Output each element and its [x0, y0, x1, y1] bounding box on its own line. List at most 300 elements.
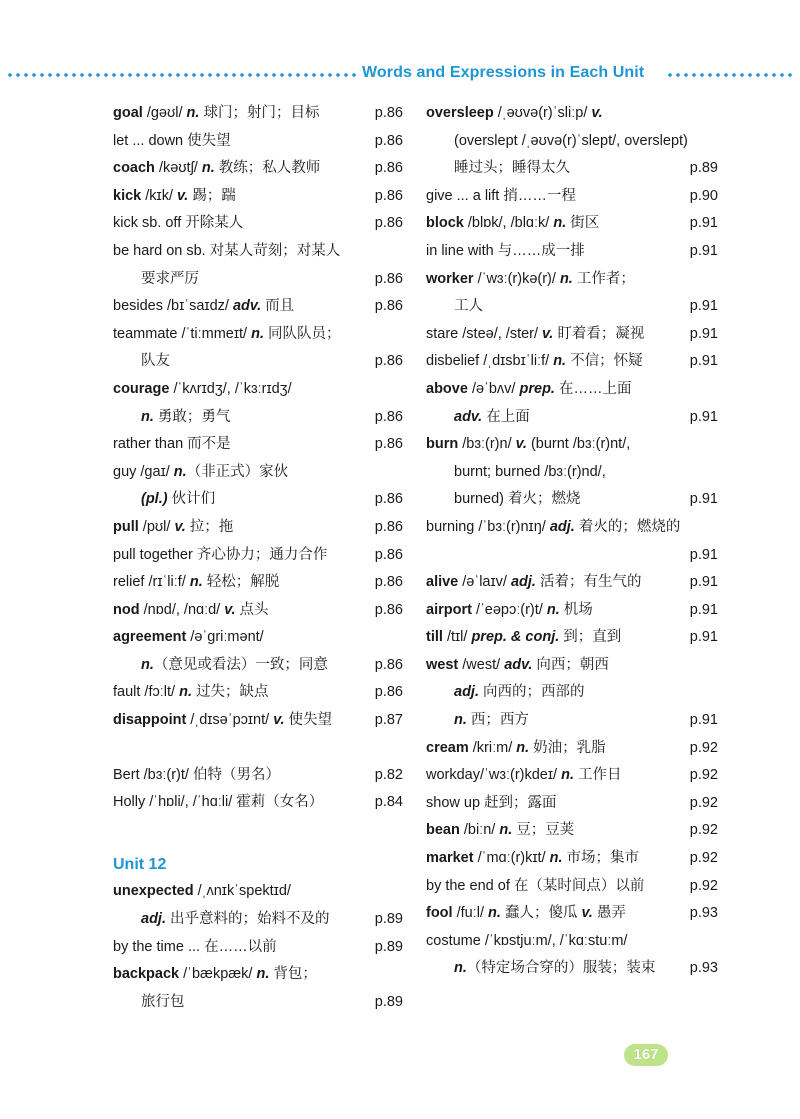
headword: disappoint	[113, 712, 187, 729]
entry-continuation-line	[426, 679, 718, 707]
entry-text: /tɪl/	[442, 629, 472, 646]
vocabulary-entry	[426, 624, 718, 652]
entry-text: 同队队员；	[264, 325, 341, 342]
vocabulary-entry	[426, 928, 718, 983]
headword: backpack	[113, 966, 180, 983]
headword: bean	[426, 822, 460, 839]
entry-text: 旅行包	[141, 993, 185, 1010]
vocabulary-entry	[113, 679, 403, 707]
entry-continuation-line	[426, 707, 718, 735]
part-of-speech: n.	[201, 160, 215, 177]
page-reference: p.91	[689, 215, 718, 232]
entry-line	[113, 431, 403, 459]
part-of-speech: n.	[553, 215, 567, 232]
page-reference: p.86	[374, 160, 403, 177]
entry-continuation-line	[426, 955, 718, 983]
headword: nod	[113, 601, 140, 618]
page-reference: p.86	[374, 215, 403, 232]
part-of-speech: n.	[454, 960, 467, 977]
page-reference: p.86	[374, 353, 403, 370]
entry-text: show up 赶到；露面	[426, 794, 557, 811]
part-of-speech: n.	[499, 822, 513, 839]
headword: coach	[113, 160, 155, 177]
part-of-speech: v.	[224, 601, 236, 618]
entry-line	[113, 459, 403, 487]
page-reference: p.86	[374, 187, 403, 204]
entry-text: stare /steə/, /ster/	[426, 325, 543, 342]
entry-text: 机场	[559, 601, 593, 618]
part-of-speech: n.	[173, 463, 187, 480]
page-reference: p.91	[689, 242, 718, 259]
page-reference: p.84	[374, 794, 403, 811]
part-of-speech: (pl.)	[141, 491, 168, 508]
headword: burn	[426, 436, 459, 453]
headword: courage	[113, 380, 170, 397]
entry-text: 工作日	[573, 767, 622, 784]
entry-continuation-line	[426, 293, 718, 321]
entry-continuation-line	[426, 486, 718, 514]
entry-text: 街区	[566, 215, 600, 232]
vocabulary-entry	[113, 459, 403, 514]
vocabulary-entry	[426, 266, 718, 321]
entry-text: 到；直到	[559, 629, 622, 646]
entry-text: by the end of 在（某时间点）以前	[426, 877, 645, 894]
entry-text: /ɡəʊl/	[142, 105, 187, 121]
headword: till	[426, 629, 443, 646]
entry-text: Bert /bɜː(r)t/ 伯特（男名）	[113, 766, 280, 783]
vocabulary-entry	[113, 210, 403, 238]
entry-text: by the time ... 在……以前	[113, 938, 277, 955]
entry-text: burnt; burned /bɜː(r)nd/,	[454, 463, 606, 480]
entry-text: besides /bɪˈsaɪdz/	[113, 298, 233, 315]
vocabulary-entry	[113, 878, 403, 933]
entry-text: 伙计们	[167, 491, 216, 508]
entry-text: fault /fɔːlt/	[113, 684, 180, 701]
part-of-speech: v.	[273, 712, 285, 729]
entry-line	[113, 679, 403, 707]
entry-text: （意见或看法）一致；同意	[153, 656, 328, 673]
entry-text: 工作者；	[572, 270, 635, 287]
part-of-speech: n.	[141, 408, 154, 425]
part-of-speech: n.	[189, 574, 203, 591]
vocabulary-entry	[113, 707, 403, 735]
entry-text: 着火的；燃烧的	[574, 518, 681, 535]
entry-text: /ˌəʊvə(r)ˈsliːp/	[493, 105, 592, 121]
entry-text: 工人	[454, 298, 483, 315]
entry-line	[113, 321, 403, 349]
part-of-speech: adj.	[549, 518, 575, 535]
part-of-speech: v.	[591, 105, 603, 121]
page-reference: p.92	[689, 739, 718, 756]
entry-continuation-line	[113, 404, 403, 432]
entry-text: /əˈbʌv/	[467, 380, 520, 397]
entry-continuation-line	[426, 404, 718, 432]
entry-text: rather than 而不是	[113, 436, 231, 453]
entry-line	[113, 210, 403, 238]
vocabulary-entry	[426, 238, 718, 266]
headword: worker	[426, 270, 474, 287]
part-of-speech: n.	[549, 850, 563, 867]
entry-line	[113, 542, 403, 570]
entry-line	[113, 293, 403, 321]
vocabulary-entry	[426, 569, 718, 597]
entry-text: 愚弄	[592, 905, 626, 922]
headword: kick	[113, 187, 142, 204]
header-dotted-rule-right	[666, 73, 794, 77]
entry-text: /əˈlaɪv/	[458, 574, 511, 591]
page-reference: p.91	[689, 408, 718, 425]
vocabulary-entry	[113, 542, 403, 570]
entry-continuation-line	[113, 989, 403, 1017]
part-of-speech: adj.	[510, 574, 536, 591]
entry-text: burned) 着火；燃烧	[454, 491, 581, 508]
entry-text: guy /ɡaɪ/	[113, 463, 174, 480]
entry-text: Holly /ˈhɒli/, /ˈhɑːli/ 霍莉（女名）	[113, 794, 324, 811]
entry-line	[113, 183, 403, 211]
entry-text: 活着；有生气的	[535, 574, 642, 591]
vocabulary-entry	[426, 900, 718, 928]
vocabulary-entry	[113, 321, 403, 376]
headword: alive	[426, 574, 459, 591]
entry-line	[426, 735, 718, 763]
vocabulary-entry	[426, 597, 718, 625]
entry-text: 教练；私人教师	[214, 160, 321, 177]
entry-text: /ˈbækpæk/	[179, 966, 257, 983]
entry-text: costume /ˈkɒstjuːm/, /ˈkɑːstuːm/	[426, 932, 628, 949]
section-spacer	[113, 735, 403, 762]
part-of-speech: adv.	[454, 408, 483, 425]
page-reference: p.86	[374, 105, 403, 121]
entry-line	[113, 707, 403, 735]
entry-text: （特定场合穿的）服装；装束	[466, 960, 656, 977]
entry-text: 奶油；乳脂	[529, 739, 606, 756]
page-reference: p.86	[374, 574, 403, 591]
page-reference: p.91	[689, 574, 718, 591]
entry-text: /ˈeəpɔː(r)t/	[471, 601, 547, 618]
entry-line	[426, 624, 718, 652]
entry-text: /nɒd/, /nɑːd/	[139, 601, 225, 618]
headword: west	[426, 656, 459, 673]
page-reference: p.92	[689, 877, 718, 894]
entry-text: 而且	[261, 298, 295, 315]
entry-line	[426, 183, 718, 211]
page-reference: p.86	[374, 601, 403, 618]
vocabulary-entry	[113, 624, 403, 679]
vocabulary-entry	[113, 789, 403, 817]
entry-line	[426, 762, 718, 790]
entry-line	[426, 431, 718, 459]
part-of-speech: adv.	[504, 656, 533, 673]
headword: cream	[426, 739, 469, 756]
entry-text: kick sb. off 开除某人	[113, 215, 244, 232]
vocabulary-entry	[113, 431, 403, 459]
entry-line	[113, 624, 403, 652]
headword: agreement	[113, 629, 187, 646]
page-reference: p.86	[374, 132, 403, 149]
part-of-speech: v.	[174, 518, 186, 535]
entry-text: 拉；拖	[185, 518, 234, 535]
page-reference: p.91	[689, 629, 718, 646]
part-of-speech: prep. & conj.	[471, 629, 560, 646]
vocabulary-entry	[426, 321, 718, 349]
entry-text: 点头	[235, 601, 269, 618]
part-of-speech: v.	[177, 187, 189, 204]
entry-text: in line with 与……成一排	[426, 242, 585, 259]
entry-text: /ˈkʌrɪdʒ/, /ˈkɜːrɪdʒ/	[169, 380, 292, 397]
vocabulary-entry	[426, 183, 718, 211]
page-reference: p.89	[689, 160, 718, 177]
vocabulary-entry	[113, 155, 403, 183]
part-of-speech: n.	[488, 905, 501, 922]
entry-continuation-line	[426, 155, 718, 183]
entry-line	[426, 100, 718, 128]
vocabulary-entry	[113, 934, 403, 962]
vocabulary-entry	[113, 183, 403, 211]
entry-line	[426, 597, 718, 625]
page-reference: p.82	[374, 766, 403, 783]
entry-line	[426, 376, 718, 404]
header-dotted-rule-left	[6, 73, 358, 77]
vocabulary-entry	[113, 514, 403, 542]
entry-line	[113, 128, 403, 156]
entry-line	[113, 878, 403, 906]
headword: market	[426, 850, 474, 867]
entry-text: /ˌdɪsəˈpɔɪnt/	[186, 712, 274, 729]
entry-text: /kriːm/	[468, 739, 517, 756]
page-reference: p.86	[374, 491, 403, 508]
entry-text: /west/	[458, 656, 505, 673]
entry-text: 球门；射门；目标	[199, 105, 320, 121]
entry-text: 使失望	[284, 712, 333, 729]
entry-text: /pʊl/	[138, 518, 175, 535]
page-reference: p.89	[374, 938, 403, 955]
entry-line	[426, 238, 718, 266]
part-of-speech: adj.	[454, 684, 479, 701]
entry-text: /ˈmɑː(r)kɪt/	[473, 850, 550, 867]
entry-line	[113, 961, 403, 989]
entry-text: let ... down 使失望	[113, 132, 231, 149]
page-reference: p.87	[374, 712, 403, 729]
headword: above	[426, 380, 468, 397]
entry-text: give ... a lift 捎……一程	[426, 187, 576, 204]
entry-text: /ˌʌnɪkˈspektɪd/	[193, 883, 291, 900]
page-reference: p.86	[374, 270, 403, 287]
page-reference: p.92	[689, 850, 718, 867]
entry-text: 勇敢；勇气	[153, 408, 231, 425]
page-reference: p.92	[689, 822, 718, 839]
entry-line	[113, 934, 403, 962]
entry-text: 轻松；解脱	[202, 574, 280, 591]
entry-text: (overslept /ˌəʊvə(r)ˈslept/, overslept)	[454, 132, 688, 149]
part-of-speech: n.	[141, 656, 154, 673]
part-of-speech: n.	[561, 767, 574, 784]
entry-text: 过失；缺点	[191, 684, 269, 701]
entry-text: teammate /ˈtiːmmeɪt/	[113, 325, 252, 342]
entry-text: 在上面	[482, 408, 530, 425]
part-of-speech: adv.	[232, 298, 262, 315]
entry-line	[426, 845, 718, 873]
entry-line	[113, 376, 403, 404]
part-of-speech: n.	[559, 270, 573, 287]
vocabulary-entry	[113, 376, 403, 431]
page-reference: p.93	[689, 960, 718, 977]
part-of-speech: n.	[553, 353, 567, 370]
entry-text: 踢；踹	[188, 187, 236, 204]
entry-continuation-line	[426, 459, 718, 487]
part-of-speech: n.	[256, 966, 270, 983]
vocabulary-entry	[426, 376, 718, 431]
part-of-speech: n.	[186, 105, 200, 121]
entry-line	[426, 900, 718, 928]
entry-line	[426, 210, 718, 238]
vocabulary-entry	[426, 790, 718, 818]
entry-text: 出乎意料的；始料不及的	[165, 911, 330, 928]
entry-continuation-line	[113, 906, 403, 934]
unit-heading: Unit 12	[113, 855, 167, 873]
headword: oversleep	[426, 105, 494, 121]
entry-line	[113, 100, 403, 128]
entry-text: workday/ˈwɜː(r)kdeɪ/	[426, 767, 562, 784]
part-of-speech: n.	[546, 601, 560, 618]
vocabulary-entry	[113, 569, 403, 597]
page-reference: p.91	[689, 325, 718, 342]
vocabulary-entry	[113, 128, 403, 156]
entry-line	[426, 817, 718, 845]
entry-text: 睡过头；睡得太久	[454, 160, 570, 177]
page-reference: p.91	[689, 298, 718, 315]
page-reference: p.93	[689, 905, 718, 922]
vocabulary-entry	[426, 873, 718, 901]
page-reference: p.89	[374, 993, 403, 1010]
entry-line	[426, 790, 718, 818]
entry-text: /əˈɡriːmənt/	[186, 629, 264, 646]
entry-continuation-line	[113, 348, 403, 376]
entry-line	[426, 652, 718, 680]
entry-text: 盯着看；凝视	[553, 325, 645, 342]
entry-text: 队友	[141, 353, 170, 370]
page-reference: p.92	[689, 767, 718, 784]
entry-text: 在……上面	[554, 380, 632, 397]
page-reference: p.86	[374, 436, 403, 453]
vocabulary-entry	[113, 762, 403, 790]
entry-text: be hard on sb. 对某人苛刻；对某人	[113, 242, 341, 259]
page-reference: p.91	[689, 353, 718, 370]
entry-line	[426, 928, 718, 956]
entry-text: /ˈwɜː(r)kə(r)/	[473, 270, 560, 287]
vocabulary-entry	[113, 100, 403, 128]
entry-line	[426, 321, 718, 349]
part-of-speech: prep.	[519, 380, 555, 397]
entry-line	[113, 569, 403, 597]
entry-text: /blɒk/, /blɑːk/	[463, 215, 554, 232]
vocabulary-entry	[113, 238, 403, 293]
entry-text: （非正式）家伙	[186, 463, 289, 480]
entry-line	[426, 873, 718, 901]
entry-line	[426, 514, 718, 542]
page-reference: p.86	[374, 408, 403, 425]
entry-text: 市场；集市	[562, 850, 640, 867]
entry-text: 向西；朝西	[532, 656, 609, 673]
entry-text: disbelief /ˌdɪsbɪˈliːf/	[426, 353, 554, 370]
entry-text: 要求严厉	[141, 270, 199, 287]
running-header	[0, 62, 800, 88]
entry-line	[113, 238, 403, 266]
entry-text: burning /ˈbɜː(r)nɪŋ/	[426, 518, 550, 535]
headword: pull	[113, 518, 139, 535]
headword: unexpected	[113, 883, 194, 900]
entry-text: relief /rɪˈliːf/	[113, 574, 190, 591]
part-of-speech: v.	[515, 436, 527, 453]
entry-text: 向西的；西部的	[478, 684, 585, 701]
part-of-speech: n.	[179, 684, 192, 701]
vocabulary-entry	[426, 348, 718, 376]
vocabulary-entry	[426, 210, 718, 238]
page-reference: p.89	[374, 911, 403, 928]
entry-text: /fuːl/	[452, 905, 489, 922]
headword: airport	[426, 601, 472, 618]
right-vocabulary-column	[426, 100, 718, 983]
entry-line	[426, 569, 718, 597]
left-vocabulary-column	[113, 100, 403, 1016]
page-reference: p.86	[374, 656, 403, 673]
headword: fool	[426, 905, 453, 922]
entry-continuation-line	[113, 652, 403, 680]
entry-text: (burnt /bɜː(r)nt/,	[526, 436, 631, 453]
vocabulary-entry	[426, 431, 718, 514]
vocabulary-entry	[113, 597, 403, 625]
entry-text: /bɜː(r)n/	[458, 436, 516, 453]
page-reference: p.91	[689, 491, 718, 508]
vocabulary-entry	[426, 514, 718, 569]
entry-line	[113, 597, 403, 625]
entry-text: /kɪk/	[141, 187, 178, 204]
headword: block	[426, 215, 464, 232]
entry-text: 背包；	[269, 966, 317, 983]
page-reference: p.90	[689, 187, 718, 204]
page-number-badge: 167	[624, 1044, 668, 1066]
entry-text: /biːn/	[459, 822, 500, 839]
part-of-speech: v.	[542, 325, 554, 342]
entry-text: pull together 齐心协力；通力合作	[113, 546, 328, 563]
part-of-speech: n.	[454, 712, 467, 729]
entry-line	[426, 266, 718, 294]
vocabulary-entry	[426, 735, 718, 763]
entry-line	[113, 155, 403, 183]
entry-text: 不信；怀疑	[566, 353, 643, 370]
page-reference: p.91	[689, 601, 718, 618]
entry-text: /kəʊtʃ/	[154, 160, 202, 177]
page-reference: p.86	[374, 684, 403, 701]
vocabulary-entry	[426, 845, 718, 873]
vocabulary-entry	[113, 961, 403, 1016]
vocabulary-entry	[426, 762, 718, 790]
entry-line	[113, 789, 403, 817]
part-of-speech: n.	[516, 739, 530, 756]
entry-line	[113, 514, 403, 542]
page-reference: p.91	[689, 712, 718, 729]
vocabulary-entry	[113, 293, 403, 321]
page-reference: p.91	[689, 546, 718, 563]
part-of-speech: n.	[251, 325, 264, 342]
page-reference: p.92	[689, 794, 718, 811]
entry-text: 西；西方	[466, 712, 529, 729]
part-of-speech: adj.	[141, 911, 166, 928]
header-title: Words and Expressions in Each Unit	[362, 64, 645, 81]
page-reference: p.86	[374, 298, 403, 315]
entry-text: 豆；豆荚	[512, 822, 575, 839]
entry-continuation-line	[426, 128, 718, 156]
page-reference: p.86	[374, 546, 403, 563]
